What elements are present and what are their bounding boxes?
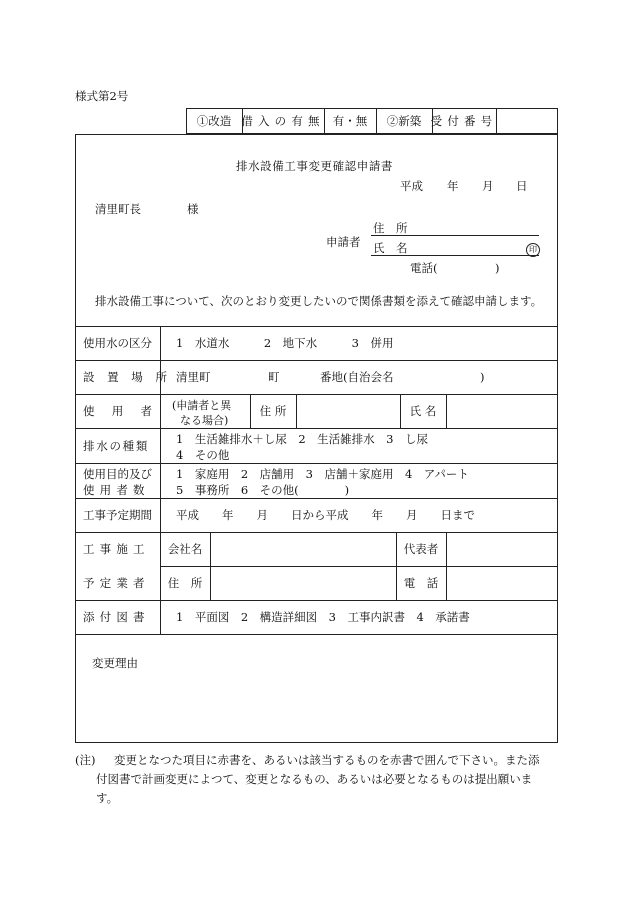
user-note-line1: (申請者と異 — [172, 399, 232, 412]
purpose-line2[interactable]: 5 事務所 6 その他( ) — [176, 483, 350, 497]
contractor-company-field[interactable] — [210, 532, 396, 566]
contractor-representative-field[interactable] — [446, 532, 558, 566]
contractor-label-line1: 工事施工 — [83, 542, 150, 556]
form-number: 様式第2号 — [75, 89, 129, 103]
schedule-label: 工事予定期間 — [83, 508, 152, 522]
attachments-label: 添付図書 — [83, 610, 150, 624]
contractor-company-label: 会社名 — [167, 542, 203, 556]
application-statement: 排水設備工事について、次のとおり変更したいので関係書類を添えて確認申請します。 — [95, 294, 543, 308]
user-label: 使 用 者 — [83, 404, 152, 418]
note-line2: 付図書で計画変更によつて、変更となるもの、あるいは必要となるものは提出願いま — [96, 772, 533, 786]
purpose-line1[interactable]: 1 家庭用 2 店舗用 3 店舗＋家庭用 4 アパート — [176, 467, 469, 481]
applicant-address-label: 住 所 — [373, 221, 408, 235]
user-address-label: 住 所 — [259, 404, 287, 418]
drain-type-label: 排水の種類 — [83, 438, 150, 453]
date-month: 月 — [482, 179, 494, 193]
applicant-address-line[interactable] — [371, 235, 539, 236]
water-type-label: 使用水の区分 — [83, 336, 152, 350]
loan-status-label: 借入の有無 — [241, 114, 325, 128]
user-name-label: 氏 名 — [409, 404, 437, 418]
water-type-options[interactable]: 1 水道水 2 地下水 3 併用 — [176, 336, 394, 350]
reason-field[interactable] — [90, 675, 545, 735]
reason-label: 変更理由 — [92, 656, 138, 670]
receipt-number-field[interactable] — [496, 108, 558, 134]
user-note-line2: なる場合) — [180, 414, 229, 427]
location-label: 設置場所 — [83, 370, 180, 384]
remodel-option[interactable]: ①改造 — [196, 114, 232, 128]
attachments-value[interactable]: 1 平面図 2 構造詳細図 3 工事内訳書 4 承諾書 — [176, 610, 470, 624]
new-build-option[interactable]: ②新築 — [386, 114, 422, 128]
note-prefix: (注) — [75, 753, 96, 767]
location-cho: 町 — [268, 370, 280, 384]
applicant-name-line[interactable] — [371, 255, 539, 256]
form-title: 排水設備工事変更確認申請書 — [236, 159, 393, 173]
date-year: 年 — [447, 179, 459, 193]
drain-type-line2[interactable]: 4 その他 — [176, 448, 230, 462]
location-town: 清里町 — [176, 370, 211, 384]
purpose-label-line2: 使用者数 — [83, 483, 150, 497]
date-era: 平成 — [400, 179, 423, 193]
purpose-label-line1: 使用目的及び — [83, 467, 152, 481]
seal-mark: 印 — [526, 243, 540, 257]
receipt-number-label: 受付番号 — [430, 114, 498, 128]
note-line1: 変更となつた項目に赤書を、あるいは該当するものを赤書で囲んで下さい。また添 — [114, 753, 540, 767]
contractor-phone-label: 電 話 — [403, 576, 439, 590]
yes-no-option[interactable]: 有・無 — [332, 114, 368, 128]
contractor-label-line2: 予定業者 — [83, 576, 150, 590]
contractor-address-field[interactable] — [210, 566, 396, 600]
applicant-label: 申請者 — [326, 235, 361, 249]
user-address-field[interactable] — [296, 394, 400, 428]
location-close: ) — [480, 370, 485, 384]
contractor-phone-field[interactable] — [446, 566, 558, 600]
user-name-field[interactable] — [446, 394, 558, 428]
applicant-phone: 電話( ) — [410, 261, 500, 275]
schedule-value[interactable]: 平成 年 月 日から平成 年 月 日まで — [176, 508, 475, 522]
honorific: 様 — [187, 202, 199, 216]
addressee: 清里町長 — [95, 202, 141, 216]
date-day: 日 — [516, 179, 528, 193]
drain-type-line1[interactable]: 1 生活雑排水＋し尿 2 生活雑排水 3 し尿 — [176, 432, 428, 446]
contractor-address-label: 住 所 — [167, 576, 203, 590]
location-banchi: 番地(自治会名 — [320, 370, 394, 384]
applicant-name-label: 氏 名 — [373, 241, 408, 255]
note-line3: す。 — [96, 791, 119, 805]
contractor-representative-label: 代表者 — [403, 542, 439, 556]
